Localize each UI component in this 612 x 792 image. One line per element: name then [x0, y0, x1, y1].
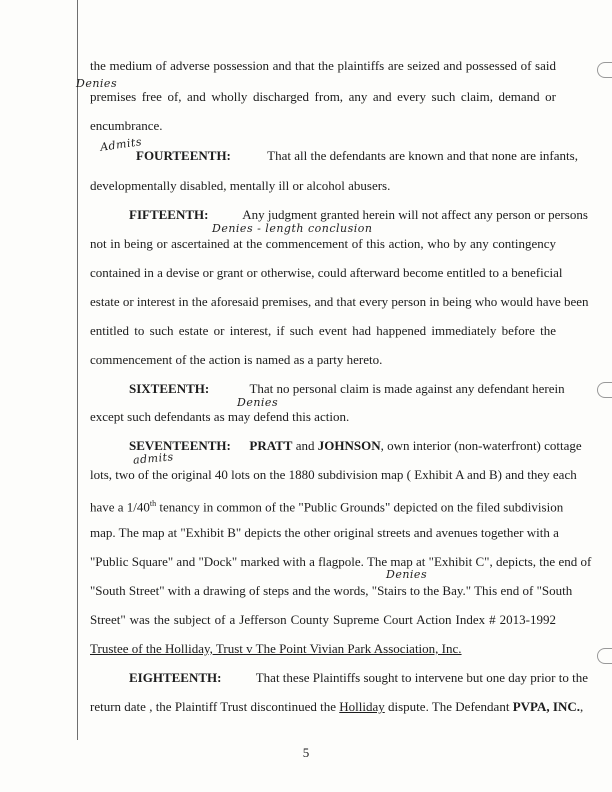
text-line: map. The map at "Exhibit B" depicts the other original streets and avenues together with a	[90, 525, 559, 540]
heading: EIGHTEENTH:	[129, 670, 222, 685]
text-line	[90, 496, 564, 515]
punch-hole	[597, 62, 612, 78]
paragraph-text: That all the defendants are known and that none are infants,	[267, 148, 578, 163]
text-line: "Public Square" and "Dock" marked with a flagpole. The map at "Exhibit C", depicts, the end of	[90, 554, 592, 569]
fifteenth-paragraph	[129, 207, 588, 223]
handwritten-note: admits	[132, 450, 175, 467]
text-line: commencement of the action is named as a party hereto.	[90, 352, 383, 367]
text-line: not in being or ascertained at the commencement of this action, who by any contingency	[90, 236, 556, 251]
sixteenth-paragraph	[129, 381, 565, 397]
paragraph-text: have a 1/40	[90, 499, 150, 515]
text-line: the medium of adverse possession and that the plaintiffs are seized and possessed of said	[90, 58, 556, 73]
paragraph-text: That these Plaintiffs sought to intervene but one day prior to the	[255, 670, 589, 685]
text-line: except such defendants as may defend this action.	[90, 409, 350, 424]
handwritten-note: Denies	[237, 396, 279, 409]
handwritten-note: Admits	[99, 135, 143, 154]
paragraph-text: tenancy in common of the "Public Grounds" depicted on the filed subdivision	[156, 499, 564, 515]
text-line: Street" was the subject of a Jefferson County Supreme Court Action Index # 2013-1992	[90, 612, 556, 627]
text-line: estate or interest in the aforesaid premises, and that every person in being who would have been	[90, 294, 589, 309]
handwritten-note: Denies - length conclusion	[212, 222, 373, 235]
heading: SEVENTEENTH:	[129, 438, 231, 453]
handwritten-note: Denies	[76, 77, 118, 90]
fourteenth-paragraph	[136, 148, 578, 164]
paragraph-text: , own interior (non-waterfront) cottage	[380, 438, 582, 453]
text-line: encumbrance.	[90, 118, 163, 133]
text-line: developmentally disabled, mentally ill or alcohol abusers.	[90, 178, 391, 193]
paragraph-text: ,	[579, 699, 584, 714]
seventeenth-paragraph	[129, 438, 582, 454]
paragraph-text: This end of "South	[471, 583, 573, 598]
text-line	[90, 583, 573, 599]
eighteenth-paragraph	[129, 670, 589, 686]
paragraph-text: "South Street" with a drawing of steps and the words, "Stairs to the Bay."	[90, 583, 472, 598]
party-name: PVPA, INC.	[512, 699, 580, 714]
case-citation: Trustee of the Holliday, Trust v The Point Vivian Park Association, Inc.	[90, 641, 462, 656]
underlined-name: Holliday	[339, 699, 385, 714]
punch-hole	[597, 382, 612, 398]
text-line: lots, two of the original 40 lots on the 1880 subdivision map ( Exhibit A and B) and they each	[90, 467, 577, 482]
paragraph-text: dispute. The Defendant	[384, 699, 513, 714]
margin-line	[77, 0, 78, 740]
punch-hole	[597, 648, 612, 664]
paragraph-text: and	[292, 438, 318, 453]
heading: FIFTEENTH:	[129, 207, 209, 222]
party-name: PRATT	[249, 438, 293, 453]
superscript: th	[149, 499, 157, 508]
paragraph-text: That no personal claim is made against any defendant herein	[249, 381, 565, 396]
party-name: JOHNSON	[317, 438, 381, 453]
handwritten-note: Denies	[386, 568, 428, 581]
paragraph-text: return date , the Plaintiff Trust discontinued the	[90, 699, 340, 714]
paragraph-text: Any judgment granted herein will not affect any person or persons	[242, 207, 588, 222]
page-number: 5	[302, 745, 310, 760]
text-line: premises free of, and wholly discharged from, any and every such claim, demand or	[90, 89, 556, 104]
heading: SIXTEENTH:	[129, 381, 210, 396]
heading: FOURTEENTH:	[136, 148, 231, 163]
text-line: contained in a devise or grant or otherwise, could afterward become entitled to a beneficial	[90, 265, 563, 280]
text-line: entitled to such estate or interest, if such event had happened immediately before the	[90, 323, 556, 338]
text-line	[90, 699, 584, 715]
